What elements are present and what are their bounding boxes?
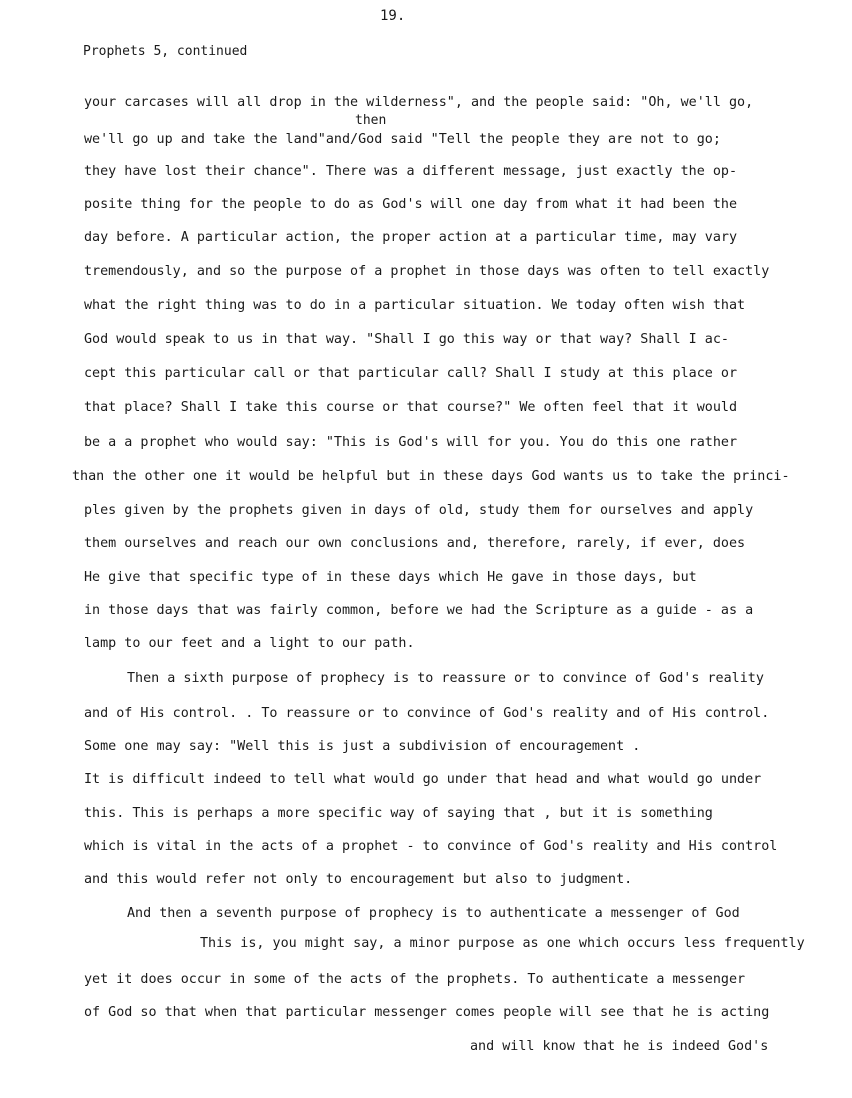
text-line: in those days that was fairly common, before we had the Scripture as a guide - as a bbox=[84, 603, 754, 618]
text-line: and this would refer not only to encouragement but also to judgment. bbox=[84, 872, 633, 887]
page-number: 19. bbox=[380, 8, 406, 24]
text-line: cept this particular call or that particular call? Shall I study at this place or bbox=[84, 366, 738, 381]
text-line: It is difficult indeed to tell what would go under that head and what would go under bbox=[84, 772, 762, 787]
text-line: and of His control. . To reassure or to convince of God's reality and of His control. bbox=[84, 706, 770, 721]
text-line: that place? Shall I take this course or that course?" We often feel that it would bbox=[84, 400, 738, 415]
text-line: lamp to our feet and a light to our path. bbox=[84, 636, 415, 651]
text-line: God would speak to us in that way. "Shall I go this way or that way? Shall I ac- bbox=[84, 332, 729, 347]
text-line: this. This is perhaps a more specific way of saying that , but it is something bbox=[84, 806, 713, 821]
text-line: This is, you might say, a minor purpose as one which occurs less frequently bbox=[200, 936, 805, 951]
text-line: they have lost their chance". There was a different message, just exactly the op- bbox=[84, 164, 738, 179]
text-line: what the right thing was to do in a particular situation. We today often wish that bbox=[84, 298, 746, 313]
text-line: day before. A particular action, the proper action at a particular time, may vary bbox=[84, 230, 738, 245]
text-line: tremendously, and so the purpose of a prophet in those days was often to tell exactly bbox=[84, 264, 770, 279]
paragraph-start-line: And then a seventh purpose of prophecy is to authenticate a messenger of God bbox=[127, 906, 740, 921]
text-line: posite thing for the people to do as God's will one day from what it had been the bbox=[84, 197, 738, 212]
text-line: than the other one it would be helpful but in these days God wants us to take the princi- bbox=[72, 469, 790, 484]
text-line: He give that specific type of in these days which He gave in those days, but bbox=[84, 570, 697, 585]
text-line: ples given by the prophets given in days of old, study them for ourselves and apply bbox=[84, 503, 754, 518]
text-line: and will know that he is indeed God's bbox=[470, 1039, 769, 1054]
paragraph-start-line: Then a sixth purpose of prophecy is to reassure or to convince of God's reality bbox=[127, 671, 764, 686]
text-line: your carcases will all drop in the wilderness", and the people said: "Oh, we'll go, bbox=[84, 95, 754, 110]
text-line: yet it does occur in some of the acts of the prophets. To authenticate a messenger bbox=[84, 972, 746, 987]
text-line: be a a prophet who would say: "This is God's will for you. You do this one rather bbox=[84, 435, 738, 450]
text-line: them ourselves and reach our own conclusions and, therefore, rarely, if ever, does bbox=[84, 536, 746, 551]
interlinear-insert: then bbox=[355, 113, 387, 128]
text-line: which is vital in the acts of a prophet - to convince of God's reality and His control bbox=[84, 839, 778, 854]
text-line: we'll go up and take the land"and/God said "Tell the people they are not to go; bbox=[84, 132, 721, 147]
page-header: Prophets 5, continued bbox=[83, 44, 248, 59]
text-line: of God so that when that particular messenger comes people will see that he is acting bbox=[84, 1005, 770, 1020]
text-line: Some one may say: "Well this is just a subdivision of encouragement . bbox=[84, 739, 641, 754]
